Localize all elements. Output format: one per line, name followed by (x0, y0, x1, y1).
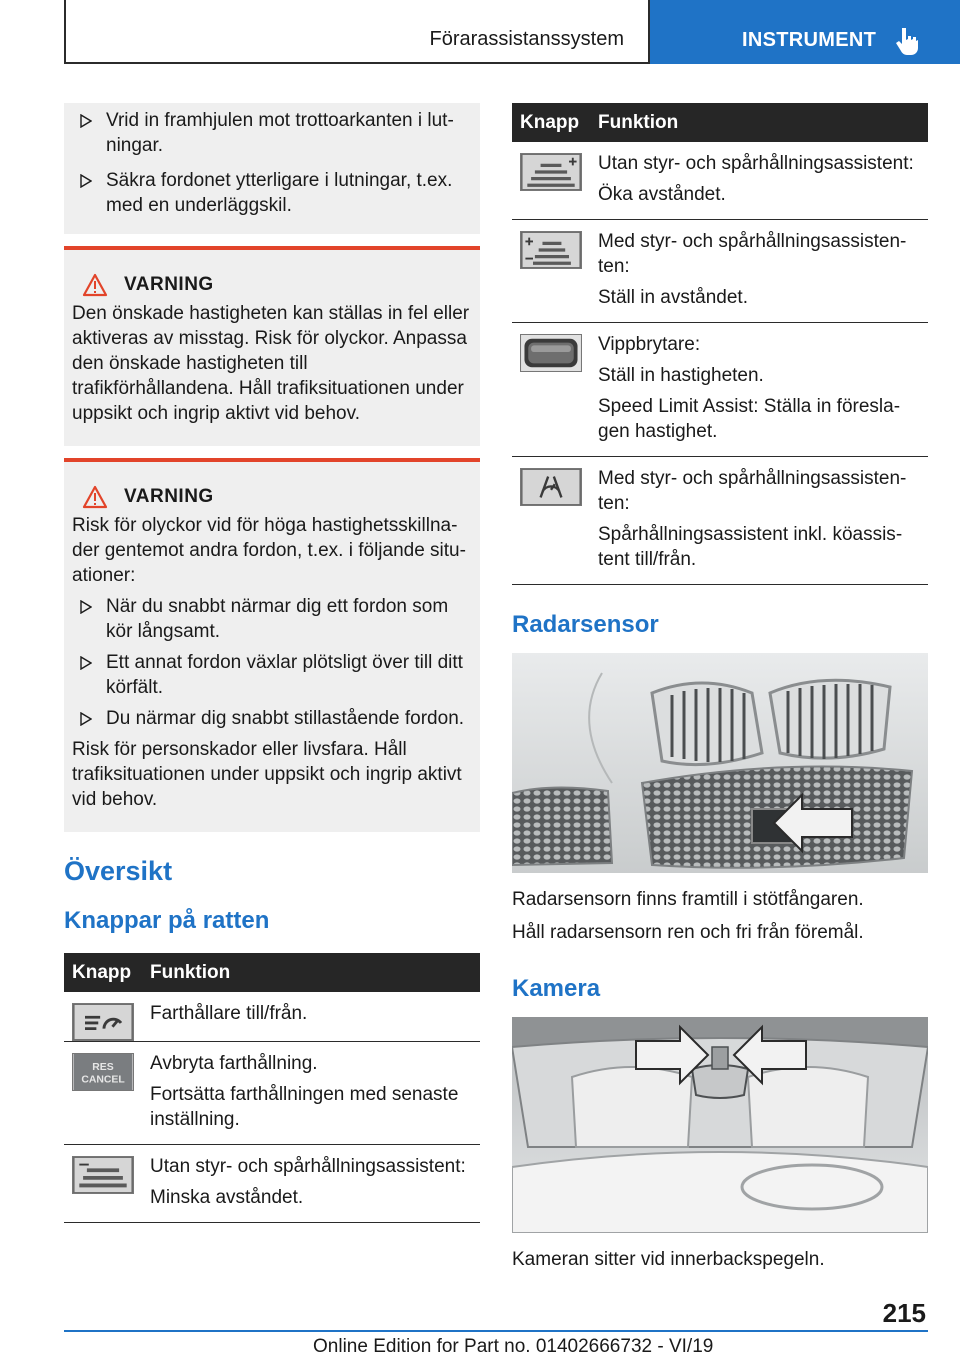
table-row (512, 142, 928, 220)
table-row (512, 457, 928, 585)
list-item (64, 168, 480, 218)
warning-triangle-icon (82, 485, 108, 509)
function-text: Med styr- och spårhållningsassistenten: (598, 468, 907, 514)
buttons-heading: Knappar på ratten (64, 907, 270, 934)
function-text: Öka avståndet. (598, 184, 726, 205)
svg-text:RES: RES (92, 1062, 114, 1074)
function-text: Spårhållningsassistent inkl. köassistent till/från. (598, 524, 903, 570)
left-column (64, 103, 480, 1223)
intro-bullet-box (64, 103, 480, 234)
distance-decrease-icon (72, 1156, 134, 1194)
table-row (512, 220, 928, 323)
warning-triangle-icon (82, 273, 108, 297)
list-item (64, 108, 480, 158)
function-text: Minska avståndet. (150, 1187, 304, 1208)
camera-heading: Kamera (512, 975, 601, 1002)
triangle-bullet-icon (80, 712, 92, 726)
header-chapter-tab[interactable] (650, 0, 960, 64)
column-header-function: Funktion (142, 953, 480, 992)
footer-edition: Online Edition for Part no. 01402666732 - VI/19 (313, 1336, 714, 1357)
cruise-control-icon (72, 1003, 134, 1041)
function-text: Ställ in hastigheten. (598, 365, 764, 386)
res-cancel-icon (72, 1053, 134, 1091)
buttons-table-continued (512, 103, 928, 585)
function-text: Ställ in avståndet. (598, 287, 748, 308)
table-row (64, 1042, 480, 1145)
radar-text: Radarsensorn finns framtill i stötfångaren. (512, 889, 864, 910)
header-section-title: Förarassistanssystem (429, 28, 624, 50)
right-column (512, 103, 928, 1272)
buttons-table (64, 953, 480, 1223)
page-number: 215 (882, 1298, 926, 1328)
warning-title: VARNING (72, 272, 472, 297)
bullet-text: Säkra fordonet ytterligare i lutningar, t.ex. med en underläggskil. (106, 170, 453, 216)
function-text: Speed Limit Assist: Ställa in föreslagen hastighet. (598, 396, 901, 442)
warning-box (64, 458, 480, 832)
warning-box (64, 246, 480, 446)
bullet-text: Vrid in framhjulen mot trottoarkanten i lutningar. (106, 110, 454, 156)
column-header-function: Funktion (590, 103, 928, 142)
warning-title: VARNING (72, 484, 472, 509)
function-text: Avbryta farthållning. (150, 1053, 318, 1074)
radar-sensor-image (512, 653, 928, 873)
function-text: Fortsätta farthållningen med senaste inställning. (150, 1084, 459, 1130)
triangle-bullet-icon (80, 656, 92, 670)
rocker-switch-icon (520, 334, 582, 372)
warning-outro: Risk för personskador eller livsfara. Håll trafiksituationen under uppsikt och ingrip aktivt vid behov. (72, 739, 462, 810)
radar-text: Håll radarsensorn ren och fri från föremål. (512, 922, 864, 943)
table-row (64, 992, 480, 1042)
triangle-bullet-icon (80, 174, 92, 188)
table-row (512, 323, 928, 457)
header-chapter-title: INSTRUMENT (742, 29, 877, 51)
list-item: När du snabbt närmar dig ett fordon som kör långsamt. (64, 594, 472, 644)
hand-pointer-icon (894, 26, 922, 56)
function-text: Utan styr- och spårhållningsassistent: (598, 153, 914, 174)
radar-heading: Radarsensor (512, 611, 659, 638)
camera-text: Kameran sitter vid innerbackspegeln. (512, 1249, 825, 1270)
function-text: Utan styr- och spårhållningsassistent: (150, 1156, 466, 1177)
warning-text: Den önskade hastigheten kan ställas in fel eller aktiveras av misstag. Risk för olyckor. Anpassa den önskade hastigheten till trafikförhållandena. Håll trafiksituationen under uppsikt och ingrip aktivt vid behov. (72, 303, 470, 424)
table-row (64, 1145, 480, 1223)
header-section-box (64, 0, 650, 64)
lane-assist-icon (520, 468, 582, 506)
distance-set-icon (520, 231, 582, 269)
function-text: Med styr- och spårhållningsassistenten: (598, 231, 907, 277)
warning-intro: Risk för olyckor vid för höga hastighetsskillnader gentemot andra fordon, t.ex. i följande situationer: (72, 515, 466, 586)
function-text: Farthållare till/från. (150, 1003, 308, 1024)
column-header-button: Knapp (512, 103, 590, 142)
camera-image (512, 1017, 928, 1233)
list-item: Ett annat fordon växlar plötsligt över till ditt körfält. (64, 650, 472, 700)
function-text: Vippbrytare: (598, 334, 701, 355)
list-item: Du närmar dig snabbt stillastående fordon. (64, 706, 472, 731)
triangle-bullet-icon (80, 600, 92, 614)
overview-heading: Översikt (64, 856, 173, 886)
svg-text:CANCEL: CANCEL (81, 1074, 125, 1086)
column-header-button: Knapp (64, 953, 142, 992)
footer-divider (64, 1330, 928, 1332)
distance-increase-icon (520, 153, 582, 191)
triangle-bullet-icon (80, 114, 92, 128)
